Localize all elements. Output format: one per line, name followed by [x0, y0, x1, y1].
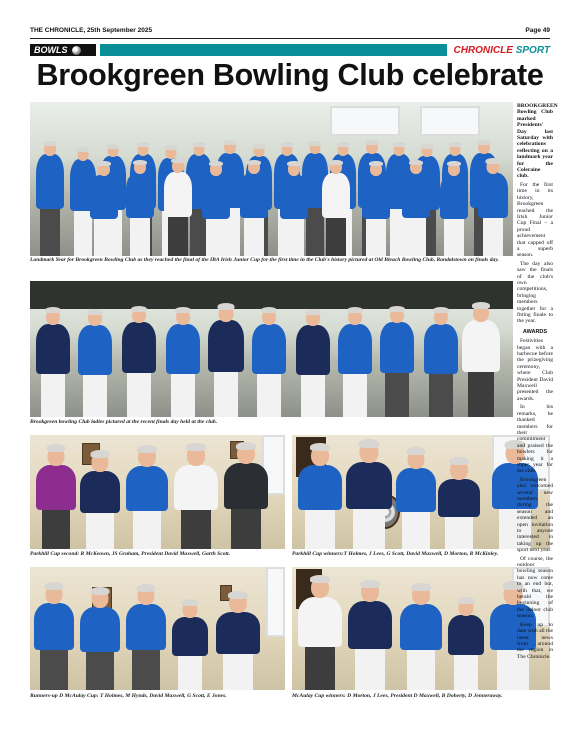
person-figure — [36, 126, 64, 256]
person-figure — [396, 445, 436, 549]
section-label: BOWLS — [34, 45, 68, 55]
photo-parkhill-second — [30, 435, 285, 549]
section-bar — [30, 44, 550, 56]
article-paragraph: The day also saw the finals of the club's own competitions, bringing members together for a fitting finale to the year. — [517, 260, 553, 325]
person-figure — [80, 449, 120, 549]
person-figure — [166, 297, 200, 417]
person-figure — [216, 590, 260, 690]
article-paragraph: Of course, the outdoor bowling season has now come to an end but, with that, we herald the beginning of the indoor club season. — [517, 555, 553, 620]
article-paragraph: Keep up to date with all the latest news from around the region in The Chronicle. — [517, 621, 553, 660]
person-figure — [362, 152, 390, 256]
person-figure — [252, 297, 286, 417]
photo-ladies — [30, 281, 513, 417]
person-figure — [298, 441, 342, 549]
chronicle-sport-logo — [453, 45, 550, 56]
person-figure — [380, 295, 414, 417]
person-figure — [400, 580, 442, 690]
caption-parkhill-winners: Parkhill Cup winners:T Holmes, J Lees, G Scott, David Maxwell, D Morton, R McKinley. — [292, 551, 499, 557]
photo-mcaulay-winners — [292, 567, 550, 690]
caption-ladies: Brookgreen bowling Club ladies pictured at the recent finals day held at the club. — [30, 419, 218, 425]
person-figure — [90, 152, 118, 256]
article-subhead: AWARDS — [522, 328, 548, 335]
photo-mcaulay-runnersup — [30, 567, 285, 690]
person-figure — [202, 152, 230, 256]
page-number: Page 49 — [525, 27, 550, 34]
person-figure — [478, 150, 508, 256]
person-figure — [78, 299, 112, 417]
masthead-rule — [30, 38, 550, 39]
caption-junior-cup-team: Landmark Year for Brookgreen Bowling Club as they reached the final of the IBA Irish Junior Cup for the first time in the Club's history pictured at Old Bleach Bowling Club, Randalstown on finals day. — [30, 257, 500, 263]
bowl-icon — [72, 46, 81, 55]
person-figure — [440, 152, 468, 256]
person-figure — [172, 596, 208, 690]
brand-name: CHRONICLE — [453, 44, 513, 56]
person-figure — [224, 439, 268, 549]
article-paragraph: Brookgreen also welcomed several new members during the season and extended an open invitation to anyone interested in taking up the sport next year. — [517, 476, 553, 554]
person-figure — [164, 148, 192, 256]
room-window — [266, 567, 285, 637]
person-figure — [402, 150, 430, 256]
person-figure — [34, 578, 74, 690]
person-figure — [296, 299, 330, 417]
paper-date: THE CHRONICLE, 25th September 2025 — [30, 27, 153, 34]
article-paragraph: For the first time in its history, Brookgreen reached the Irish Junior Cup Final – a proud achievement that capped off a superb season. — [517, 181, 553, 259]
person-figure — [280, 152, 308, 256]
article-lead: BROOKGREEN Bowling Club marked Presidents' Day last Saturday with celebrations reflecting on a landmark year for the Coleraine club. — [517, 103, 558, 180]
caption-mcaulay-runnersup: Runners-up D McAulay Cup: T Holmes, M Hynds, David Maxwell, G Scott, E Jones. — [30, 693, 227, 699]
person-figure — [346, 437, 392, 549]
section-rule-bar — [100, 44, 447, 56]
article-column — [517, 103, 558, 662]
person-figure — [208, 293, 244, 417]
person-figure — [240, 150, 268, 256]
section-tag — [30, 44, 96, 56]
article-paragraph: In his remarks, he thanked members for their commitment and praised the bowlers for making it a super year for the club. — [517, 404, 553, 475]
article-paragraph: Festivities began with a barbecue before the prizegiving ceremony, where Club President David Maxwell presented the awards. — [517, 338, 553, 402]
person-figure — [174, 441, 218, 549]
person-figure — [348, 576, 392, 690]
person-figure — [36, 441, 76, 549]
person-figure — [438, 459, 480, 549]
person-figure — [462, 293, 500, 417]
person-figure — [80, 584, 120, 690]
photo-junior-cup-team — [30, 102, 513, 256]
photo-parkhill-winners — [292, 435, 550, 549]
person-figure — [424, 297, 458, 417]
person-figure — [126, 150, 154, 256]
caption-parkhill-second: Parkhill Cup second: R McKeown, JS Graham, President David Maxwell, Garth Scott. — [30, 551, 230, 557]
person-figure — [122, 295, 156, 417]
person-figure — [126, 443, 168, 549]
person-figure — [338, 297, 372, 417]
person-figure — [322, 150, 350, 256]
person-figure — [448, 594, 484, 690]
caption-mcaulay-winners: McAulay Cup winners: D Morton, J Lees, President D Maxwell, B Doherty, D Jenneraway. — [292, 693, 503, 699]
person-figure — [36, 297, 70, 417]
person-figure — [298, 570, 342, 690]
brand-sport: SPORT — [515, 44, 550, 56]
person-figure — [126, 580, 166, 690]
headline: Brookgreen Bowling Club celebrate — [36, 58, 544, 92]
